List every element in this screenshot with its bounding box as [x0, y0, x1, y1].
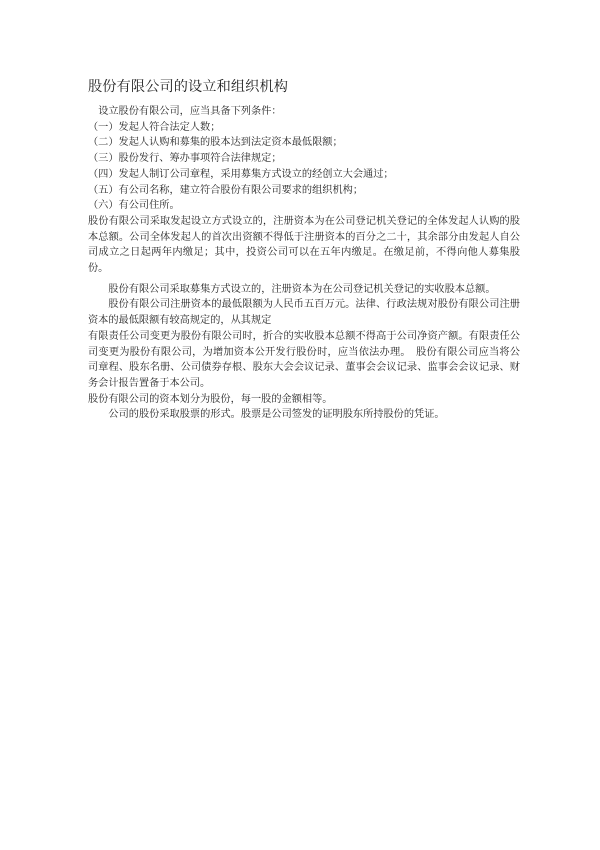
condition-item: （四）发起人制订公司章程，采用募集方式设立的经创立大会通过； [88, 168, 394, 180]
condition-item: （二）发起人认购和募集的股本达到法定资本最低限额； [88, 137, 343, 149]
condition-item: （五）有公司名称，建立符合股份有限公司要求的组织机构； [88, 184, 364, 196]
paragraph-promoter-establishment: 股份有限公司采取发起设立方式设立的，注册资本为在公司登记机关登记的全体发起人认购的股本总额。公司全体发起人的首次出资额不得低于注册资本的百分之二十，其余部分由发起人自公司成立之日起两年内缴足；其中，投资公司可以在五年内缴足。在缴足前，不得向他人募集股份。 [88, 215, 520, 275]
paragraph-raise-establishment: 股份有限公司采取募集方式设立的，注册资本为在公司登记机关登记的实收股本总额。 [108, 283, 496, 295]
paragraph-conversion-and-records: 有限责任公司变更为股份有限公司时，折合的实收股本总额不得高于公司净资产额。有限责任公司变更为股份有限公司，为增加资本公开发行股份时，应当依法办理。 股份有限公司应当将公司章程、股东名册、公司债券存根、股东大会会议记录、董事会会议记录、监事会会议记录、财务会计报告置备于本公司。 [88, 330, 520, 389]
condition-item: （三）股份发行、筹办事项符合法律规定； [88, 153, 282, 165]
paragraph-minimum-capital: 股份有限公司注册资本的最低限额为人民币五百万元。法律、行政法规对股份有限公司注册资本的最低限额有较高规定的，从其规定 [88, 299, 520, 327]
condition-item: （六）有公司住所。 [88, 200, 180, 212]
document-title: 股份有限公司的设立和组织机构 [88, 79, 289, 95]
document-page [88, 76, 520, 423]
condition-item: （一）发起人符合法定人数； [88, 121, 221, 133]
conditions-list [88, 120, 520, 214]
conditions-intro: 设立股份有限公司，应当具备下列条件： [98, 106, 282, 117]
paragraph-share-form: 公司的股份采取股票的形式。股票是公司签发的证明股东所持股份的凭证。 [108, 409, 445, 421]
paragraph-capital-division: 股份有限公司的资本划分为股份，每一股的金额相等。 [88, 393, 333, 405]
